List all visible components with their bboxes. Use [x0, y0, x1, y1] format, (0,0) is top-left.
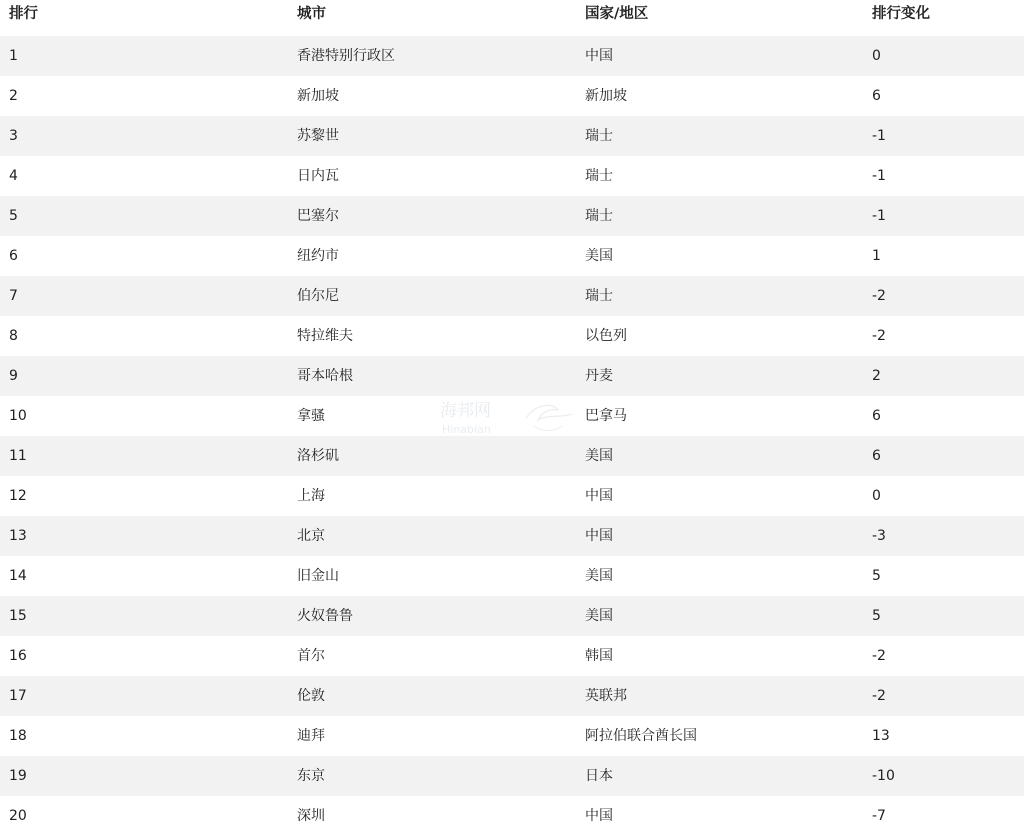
- table-row: [0, 276, 1024, 316]
- country-cell: 英联邦: [585, 688, 627, 704]
- rank-cell: 10: [9, 408, 27, 424]
- city-cell: 首尔: [297, 648, 325, 664]
- rank-change-cell: 0: [872, 48, 881, 64]
- country-cell: 日本: [585, 768, 613, 784]
- header-country: 国家/地区: [585, 5, 649, 22]
- table-row: [0, 476, 1024, 516]
- rank-change-cell: 6: [872, 408, 881, 424]
- country-cell: 中国: [585, 48, 613, 64]
- country-cell: 瑞士: [585, 168, 613, 184]
- city-cell: 深圳: [297, 808, 325, 824]
- rank-cell: 14: [9, 568, 27, 584]
- rank-cell: 4: [9, 168, 18, 184]
- table-row: [0, 596, 1024, 636]
- city-cell: 火奴鲁鲁: [297, 608, 353, 624]
- table-row: [0, 36, 1024, 76]
- city-cell: 苏黎世: [297, 128, 339, 144]
- country-cell: 丹麦: [585, 368, 613, 384]
- country-cell: 中国: [585, 488, 613, 504]
- table-body: [0, 36, 1024, 836]
- rank-change-cell: -2: [872, 648, 886, 664]
- city-cell: 哥本哈根: [297, 368, 353, 384]
- city-cell: 香港特别行政区: [297, 48, 395, 64]
- country-cell: 美国: [585, 448, 613, 464]
- rank-cell: 11: [9, 448, 27, 464]
- rank-cell: 6: [9, 248, 18, 264]
- city-cell: 北京: [297, 528, 325, 544]
- rank-change-cell: 6: [872, 88, 881, 104]
- table-row: [0, 636, 1024, 676]
- city-cell: 特拉维夫: [297, 328, 353, 344]
- country-cell: 韩国: [585, 648, 613, 664]
- rank-change-cell: -2: [872, 288, 886, 304]
- rank-change-cell: -10: [872, 768, 895, 784]
- table-row: [0, 116, 1024, 156]
- country-cell: 中国: [585, 808, 613, 824]
- country-cell: 美国: [585, 608, 613, 624]
- rank-cell: 1: [9, 48, 18, 64]
- rank-change-cell: -3: [872, 528, 886, 544]
- header-rank-change: 排行变化: [872, 5, 930, 22]
- rank-cell: 8: [9, 328, 18, 344]
- city-cell: 上海: [297, 488, 325, 504]
- country-cell: 瑞士: [585, 128, 613, 144]
- rank-cell: 16: [9, 648, 27, 664]
- country-cell: 瑞士: [585, 208, 613, 224]
- city-cell: 迪拜: [297, 728, 325, 744]
- country-cell: 瑞士: [585, 288, 613, 304]
- country-cell: 阿拉伯联合酋长国: [585, 728, 697, 744]
- rank-change-cell: 5: [872, 608, 881, 624]
- city-cell: 拿骚: [297, 408, 325, 424]
- city-cell: 洛杉矶: [297, 448, 339, 464]
- rank-change-cell: 5: [872, 568, 881, 584]
- watermark-subtext: Hinabian: [442, 423, 491, 436]
- rank-cell: 17: [9, 688, 27, 704]
- table-row: [0, 756, 1024, 796]
- rank-cell: 19: [9, 768, 27, 784]
- rank-cell: 15: [9, 608, 27, 624]
- table-row: [0, 76, 1024, 116]
- city-cell: 巴塞尔: [297, 208, 339, 224]
- watermark-text: 海邦网: [440, 401, 491, 421]
- rank-cell: 2: [9, 88, 18, 104]
- table-row: [0, 196, 1024, 236]
- city-cell: 新加坡: [297, 88, 339, 104]
- rank-cell: 13: [9, 528, 27, 544]
- city-cell: 伯尔尼: [297, 288, 339, 304]
- table-row: [0, 436, 1024, 476]
- rank-change-cell: -2: [872, 688, 886, 704]
- rank-change-cell: 1: [872, 248, 881, 264]
- table-row: [0, 516, 1024, 556]
- table-row: [0, 676, 1024, 716]
- city-cell: 东京: [297, 768, 325, 784]
- header-city: 城市: [297, 5, 326, 22]
- table-header-row: [0, 0, 1024, 36]
- city-cell: 伦敦: [297, 688, 325, 704]
- country-cell: 美国: [585, 568, 613, 584]
- rank-cell: 18: [9, 728, 27, 744]
- rank-change-cell: -1: [872, 128, 886, 144]
- rank-change-cell: -7: [872, 808, 886, 824]
- city-cell: 日内瓦: [297, 168, 339, 184]
- header-rank: 排行: [9, 5, 38, 22]
- country-cell: 以色列: [585, 328, 627, 344]
- rank-cell: 20: [9, 808, 27, 824]
- rank-cell: 3: [9, 128, 18, 144]
- table-row: [0, 156, 1024, 196]
- rank-change-cell: -1: [872, 208, 886, 224]
- table-row: [0, 356, 1024, 396]
- rank-cell: 7: [9, 288, 18, 304]
- rank-change-cell: -1: [872, 168, 886, 184]
- table-row: [0, 716, 1024, 756]
- rank-cell: 9: [9, 368, 18, 384]
- rank-change-cell: 2: [872, 368, 881, 384]
- table-row: [0, 556, 1024, 596]
- table-row: [0, 236, 1024, 276]
- rank-change-cell: -2: [872, 328, 886, 344]
- table-row: [0, 796, 1024, 836]
- rank-change-cell: 13: [872, 728, 890, 744]
- city-cell: 纽约市: [297, 248, 339, 264]
- country-cell: 中国: [585, 528, 613, 544]
- table-row: [0, 396, 1024, 436]
- rank-cell: 12: [9, 488, 27, 504]
- city-cell: 旧金山: [297, 568, 339, 584]
- country-cell: 美国: [585, 248, 613, 264]
- rank-cell: 5: [9, 208, 18, 224]
- country-cell: 巴拿马: [585, 408, 627, 424]
- rank-change-cell: 6: [872, 448, 881, 464]
- table-row: [0, 316, 1024, 356]
- country-cell: 新加坡: [585, 88, 627, 104]
- rank-change-cell: 0: [872, 488, 881, 504]
